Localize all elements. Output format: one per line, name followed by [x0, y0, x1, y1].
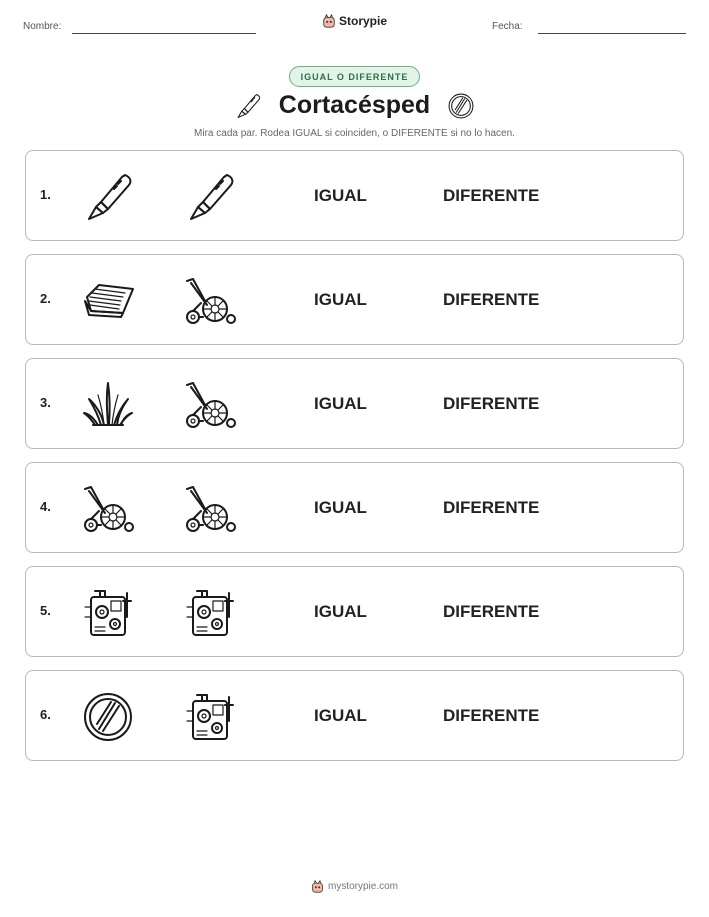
diferente-option[interactable]: DIFERENTE	[443, 706, 540, 725]
exercise-row	[25, 462, 684, 553]
instructions: Mira cada par. Rodea IGUAL si coinciden, o DIFERENTE si no lo hacen.	[194, 128, 515, 139]
igual-option[interactable]: IGUAL	[314, 394, 367, 413]
page-title: Cortacésped	[278, 91, 431, 119]
igual-option[interactable]: IGUAL	[314, 602, 367, 621]
igual-option[interactable]: IGUAL	[314, 706, 367, 725]
engine-icon	[183, 587, 237, 639]
row-number: 5.	[40, 603, 51, 618]
round-blade-icon	[81, 691, 135, 743]
exercise-row	[25, 358, 684, 449]
name-label: Nombre:	[23, 21, 62, 32]
row-number: 1.	[40, 187, 51, 202]
worksheet-type-badge: IGUAL O DIFERENTE	[289, 66, 420, 87]
footer	[0, 880, 709, 893]
storypie-logo-icon	[322, 14, 336, 28]
lawnmower-icon	[183, 275, 237, 327]
row-number: 4.	[40, 499, 51, 514]
igual-option[interactable]: IGUAL	[314, 186, 367, 205]
row-number: 2.	[40, 291, 51, 306]
lawnmower-icon	[81, 483, 135, 535]
round-blade-icon	[447, 92, 475, 120]
lawnmower-icon	[183, 483, 237, 535]
diferente-option[interactable]: DIFERENTE	[443, 394, 540, 413]
diferente-option[interactable]: DIFERENTE	[443, 186, 540, 205]
engine-icon	[81, 587, 135, 639]
brand-name: Storypie	[339, 14, 388, 28]
grass-tuft-icon	[81, 379, 135, 431]
grass-mat-icon	[81, 275, 135, 327]
date-label: Fecha:	[492, 21, 523, 32]
lawnmower-icon	[183, 379, 237, 431]
utility-knife-icon	[183, 171, 237, 223]
row-number: 6.	[40, 707, 51, 722]
igual-option[interactable]: IGUAL	[314, 498, 367, 517]
exercise-row	[25, 254, 684, 345]
exercise-row	[25, 566, 684, 657]
name-field-line[interactable]	[72, 33, 256, 34]
exercise-row	[25, 670, 684, 761]
diferente-option[interactable]: DIFERENTE	[443, 498, 540, 517]
utility-knife-icon	[81, 171, 135, 223]
diferente-option[interactable]: DIFERENTE	[443, 602, 540, 621]
footer-url[interactable]: mystorypie.com	[327, 881, 398, 892]
brand-logo	[322, 14, 387, 28]
storypie-logo-icon	[311, 880, 324, 893]
title-row	[0, 88, 709, 124]
diferente-option[interactable]: DIFERENTE	[443, 290, 540, 309]
worksheet-header	[0, 12, 709, 42]
igual-option[interactable]: IGUAL	[314, 290, 367, 309]
row-number: 3.	[40, 395, 51, 410]
date-field-line[interactable]	[538, 33, 686, 34]
exercise-row	[25, 150, 684, 241]
engine-icon	[183, 691, 237, 743]
